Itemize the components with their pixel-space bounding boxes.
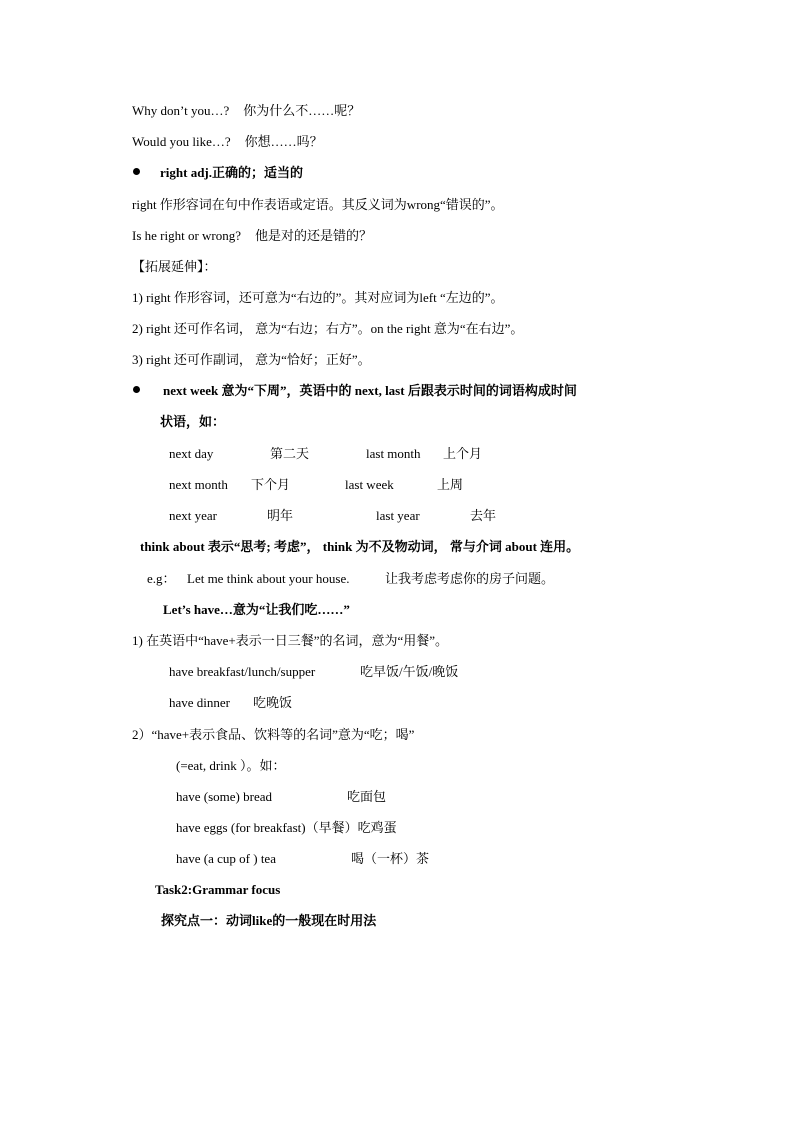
example-phrase: have (a cup of ) tea (176, 851, 276, 866)
example-line: have eggs (for breakfast)（早餐）吃鸡蛋 (176, 820, 397, 835)
example-line (169, 694, 292, 712)
example-translation: 吃晚饭 (253, 695, 293, 710)
text-line: 状语，如： (160, 414, 226, 429)
vocab-term: last year (376, 508, 420, 523)
example-line (169, 663, 458, 681)
vocab-term: next month (169, 477, 228, 492)
example-line (147, 570, 554, 588)
example-translation: 他是对的还是错的？ (255, 228, 373, 243)
subsection-heading: 探究点一：动词like的一般现在时用法 (161, 913, 377, 928)
vocab-row (169, 445, 482, 463)
example-translation: 喝（一杯）茶 (351, 851, 430, 866)
example-line (176, 850, 429, 868)
vocab-term: next day (169, 446, 214, 461)
text-line: 2）“have+表示食品、饮料等的名词”意为“吃；喝” (132, 727, 415, 742)
vocab-meaning: 去年 (470, 508, 497, 523)
vocab-meaning: 第二天 (270, 446, 310, 461)
vocab-row (169, 507, 496, 525)
task-heading: Task2:Grammar focus (155, 882, 281, 897)
chinese-meaning: 你想……吗？ (244, 134, 323, 149)
example-sentence: Is he right or wrong? (132, 228, 242, 243)
example-phrase: have (some) bread (176, 789, 273, 804)
heading-next-week: next week 意为“下周”，英语中的 next, last 后跟表示时间的词语构成时间 (163, 383, 577, 398)
vocab-meaning: 上个月 (443, 446, 483, 461)
vocab-meaning: 下个月 (251, 477, 291, 492)
example-line (176, 788, 386, 806)
text-line: right 作形容词在句中作表语或定语。其反义词为wrong“错误的”。 (132, 197, 504, 212)
text-line: 1) 在英语中“have+表示一日三餐”的名词，意为“用餐”。 (132, 633, 449, 648)
chinese-meaning: 你为什么不……呢？ (243, 103, 361, 118)
vocab-term: last month (366, 446, 421, 461)
bullet-icon (133, 386, 140, 393)
example-label: e.g： (147, 571, 176, 586)
example-phrase: have breakfast/lunch/supper (169, 664, 316, 679)
english-phrase: Why don’t you…? (132, 103, 230, 118)
vocab-term: last week (345, 477, 394, 492)
vocab-meaning: 上周 (437, 477, 464, 492)
vocab-term: next year (169, 508, 218, 523)
example-phrase: have dinner (169, 695, 231, 710)
heading-right: right adj.正确的；适当的 (160, 165, 304, 180)
english-phrase: Would you like…? (132, 134, 231, 149)
text-line (132, 102, 360, 120)
heading-lets-have: Let’s have…意为“让我们吃……” (163, 602, 350, 617)
text-line: 3) right 还可作副词， 意为“恰好；正好”。 (132, 352, 371, 367)
example-sentence: Let me think about your house. (187, 571, 350, 586)
section-label: 【拓展延伸】： (132, 259, 217, 274)
vocab-row (169, 476, 463, 494)
text-line (132, 227, 372, 245)
example-translation: 让我考虑考虑你的房子问题。 (385, 571, 555, 586)
text-line: 1) right 作形容词，还可意为“右边的”。其对应词为left “左边的”。 (132, 290, 504, 305)
vocab-meaning: 明年 (267, 508, 294, 523)
text-line: 2) right 还可作名词， 意为“右边；右方”。on the right 意为“在右边”。 (132, 321, 524, 336)
text-line (132, 133, 323, 151)
example-translation: 吃早饭/午饭/晚饭 (360, 664, 459, 679)
text-line: (=eat, drink ）。如： (176, 758, 286, 773)
example-translation: 吃面包 (347, 789, 387, 804)
bullet-icon (133, 168, 140, 175)
heading-think-about: think about 表示“思考; 考虑”， think 为不及物动词， 常与介词 about 连用。 (140, 539, 580, 554)
